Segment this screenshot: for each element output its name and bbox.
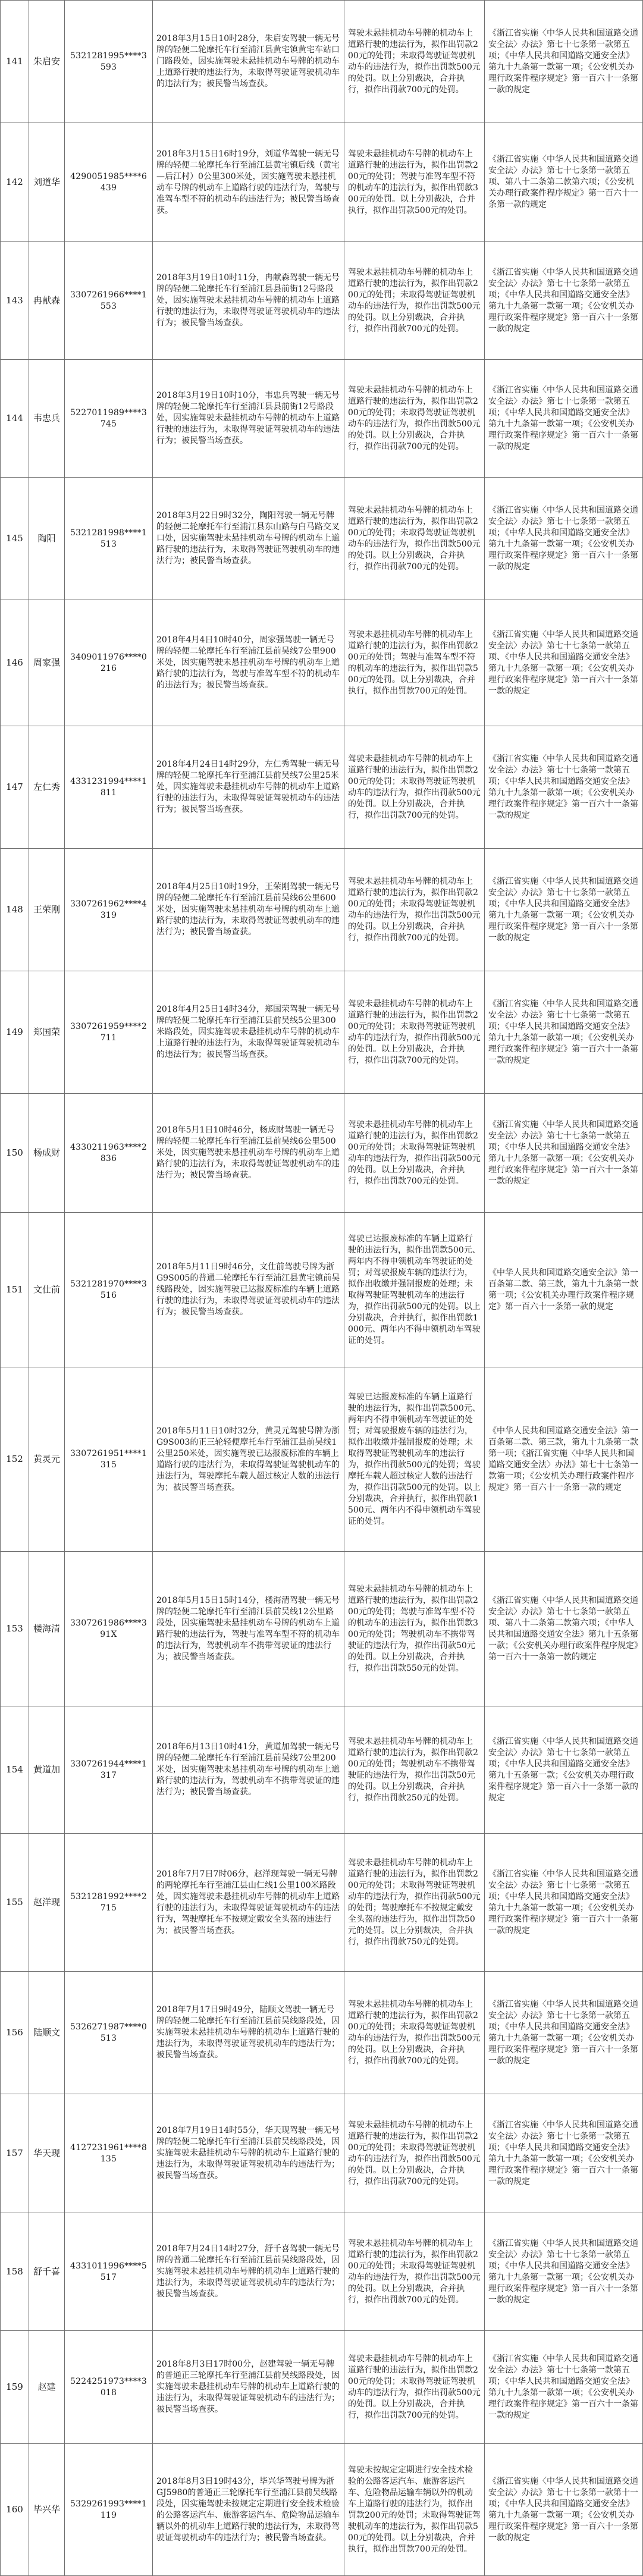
table-row (1, 1094, 643, 1213)
person-name: 韦忠兵 (29, 360, 65, 478)
legal-basis: 《浙江省实施〈中华人民共和国道路交通安全法〉办法》第七十七条第一款第五项；《中华人民共和国道路交通安全法》第九十九条第一款第一项；《公安机关办理行政案件程序规定》第一百六十一条第一款的规定 (485, 1972, 643, 2094)
violation-facts: 2018年5月11日9时46分，文仕前驾驶号牌为浙G9S005的普通二轮摩托车行至浦江县黄宅镇前吴线路段处，因实施驾驶已达报废标准的车辆上道路行驶的违法行为，未取得驾驶证驾驶机动车的违法行为；被民警当场查获。 (153, 1213, 344, 1367)
person-name: 杨成财 (29, 1094, 65, 1213)
penalty-decision: 驾驶未悬挂机动车号牌的机动车上道路行驶的违法行为，拟作出罚款200元的处罚；驾驶与准驾车型不符的机动车的违法行为，拟作出罚款300元的处罚；驾驶机动车不携带驾驶证的违法行为，拟作出罚款50元的处罚。以上分别裁决，合并执行，拟作出罚款550元的处罚。 (344, 1552, 485, 1706)
person-name: 赵建 (29, 2331, 65, 2444)
violation-facts: 2018年3月19日10时10分，韦忠兵驾驶一辆无号牌的轻便二轮摩托车行至浦江县县前街12号路段处，因实施驾驶未悬挂机动车号牌的机动车上道路行驶的违法行为，未取得驾驶证驾驶机动车的违法行为；被民警当场查获。 (153, 360, 344, 478)
penalty-decision: 驾驶已达报废标准的车辆上道路行驶的违法行为，拟作出罚款500元、两年内不得申领机动车驾驶证的处罚；对驾驶报废车辆的违法行为，拟作出收缴并强制报废的处理；未取得驾驶证驾驶机动车的违法行为，拟作出罚款500元的处罚。以上分别裁决，合并执行，拟作出罚款1000元、两年内不得申领机动车驾驶证的处罚。 (344, 1213, 485, 1367)
table-row (1, 242, 643, 360)
person-name: 黄灵元 (29, 1367, 65, 1552)
id-number: 3307261966****1553 (65, 242, 153, 360)
person-name: 朱启安 (29, 1, 65, 123)
table-row (1, 478, 643, 600)
id-number: 5321281998****1513 (65, 478, 153, 600)
row-number: 152 (1, 1367, 29, 1552)
legal-basis: 《浙江省实施〈中华人民共和国道路交通安全法〉办法》第七十七条第一款第五项；《中华人民共和国道路交通安全法》第九十九条第一款第一项；《公安机关办理行政案件程序规定》第一百六十一条第一款的规定 (485, 2331, 643, 2444)
penalty-decision: 驾驶未悬挂机动车号牌的机动车上道路行驶的违法行为，拟作出罚款200元的处罚；未取得驾驶证驾驶机动车的违法行为，拟作出罚款500元的处罚。以上分别裁决，合并执行，拟作出罚款700元的处罚。 (344, 849, 485, 971)
row-number: 141 (1, 1, 29, 123)
violation-facts: 2018年3月22日9时32分，陶阳驾驶一辆无号牌的轻便二轮摩托车行至浦江县东山路与白马路交叉口处，因实施驾驶未悬挂机动车号牌的机动车上道路行驶的违法行为，未取得驾驶证驾驶机动车的违法行为；被民警当场查获。 (153, 478, 344, 600)
legal-basis: 《浙江省实施〈中华人民共和国道路交通安全法〉办法》第七十七条第一款第五项；《中华人民共和国道路交通安全法》第九十五条第一款；《公安机关办理行政案件程序规定》第一百六十一条第一款的规定 (485, 1706, 643, 1834)
row-number: 144 (1, 360, 29, 478)
violation-facts: 2018年3月15日16时19分，刘道华驾驶一辆无号牌的轻便二轮摩托车行至浦江县黄宅镇后线（黄宅—后江村）0公里300米处，因实施驾驶未悬挂机动车号牌的机动车上道路行驶的违法行为，驾驶与准驾车型不符的机动车的违法行为；被民警当场查获。 (153, 123, 344, 242)
violation-facts: 2018年4月25日14时34分，郑国荣驾驶一辆无号牌的轻便二轮摩托车行至浦江县前吴线5公里300米路段处，因实施驾驶未悬挂机动车号牌的机动车上道路行驶的违法行为，未取得驾驶证驾驶机动车的违法行为；被民警当场查获。 (153, 971, 344, 1094)
legal-basis: 《浙江省实施〈中华人民共和国道路交通安全法〉办法》第七十七条第一款第五项；《中华人民共和国道路交通安全法》第九十九条第一款第一项；《公安机关办理行政案件程序规定》第一百六十一条第一款的规定 (485, 2213, 643, 2331)
row-number: 145 (1, 478, 29, 600)
person-name: 左仁秀 (29, 726, 65, 849)
row-number: 159 (1, 2331, 29, 2444)
person-name: 赵洋现 (29, 1834, 65, 1972)
penalty-decision: 驾驶未悬挂机动车号牌的机动车上道路行驶的违法行为，拟作出罚款200元的处罚；未取得驾驶证驾驶机动车的违法行为，拟作出罚款500元的处罚。以上分别裁决，合并执行，拟作出罚款700元的处罚。 (344, 971, 485, 1094)
row-number: 142 (1, 123, 29, 242)
legal-basis: 《浙江省实施〈中华人民共和国道路交通安全法〉办法》第七十七条第一款第五项、第八十二条第二款第六项；《中华人民共和国道路交通安全法》第九十五条第一款；《公安机关办理行政案件程序规定》第一百六十一条第一款的规定 (485, 1552, 643, 1706)
legal-basis: 《浙江省实施〈中华人民共和国道路交通安全法〉办法》第七十七条第一款第五项；《中华人民共和国道路交通安全法》第九十九条第一款第一项；《公安机关办理行政案件程序规定》第一百六十一条第一款的规定 (485, 242, 643, 360)
violation-facts: 2018年7月7日7时06分，赵洋现驾驶一辆无号牌的两轮摩托车行至浦江县山仁线1公里100米路段处，因实施驾驶未悬挂机动车号牌的机动车上道路行驶的违法行为，未取得驾驶证驾驶机动车的违法行为，驾驶摩托车不按规定戴安全头盔的违法行为；被民警当场查获。 (153, 1834, 344, 1972)
id-number: 3307261959****2711 (65, 971, 153, 1094)
id-number: 5321281970****3516 (65, 1213, 153, 1367)
violation-facts: 2018年7月19日14时55分，华天现驾驶一辆无号牌的轻便二轮摩托车行至浦江县前吴线路段处，因实施驾驶未悬挂机动车号牌的机动车上道路行驶的违法行为，未取得驾驶证驾驶机动车的违法行为；被民警当场查获。 (153, 2094, 344, 2213)
table-row (1, 1552, 643, 1706)
penalty-decision: 驾驶未悬挂机动车号牌的机动车上道路行驶的违法行为，拟作出罚款200元的处罚；未取得驾驶证驾驶机动车的违法行为，拟作出罚款500元的处罚。以上分别裁决，合并执行，拟作出罚款700元的处罚。 (344, 478, 485, 600)
legal-basis: 《浙江省实施〈中华人民共和国道路交通安全法〉办法》第七十七条第一款第五项；《中华人民共和国道路交通安全法》第九十九条第一款第一项；《公安机关办理行政案件程序规定》第一百六十一条第一款的规定 (485, 478, 643, 600)
id-number: 3409011976****0216 (65, 600, 153, 726)
penalty-decision: 驾驶未悬挂机动车号牌的机动车上道路行驶的违法行为，拟作出罚款200元的处罚；未取得驾驶证驾驶机动车的违法行为，拟作出罚款500元的处罚。以上分别裁决，合并执行，拟作出罚款700元的处罚。 (344, 726, 485, 849)
violation-facts: 2018年3月19日10时11分，冉献森驾驶一辆无号牌的轻便二轮摩托车行至浦江县县前街12号路段处，因实施驾驶未悬挂机动车号牌的机动车上道路行驶的违法行为，未取得驾驶证驾驶机动车的违法行为；被民警当场查获。 (153, 242, 344, 360)
penalty-decision: 驾驶未悬挂机动车号牌的机动车上道路行驶的违法行为，拟作出罚款200元的处罚；未取得驾驶证驾驶机动车的违法行为，拟作出罚款500元的处罚。以上分别裁决，合并执行，拟作出罚款700元的处罚。 (344, 1972, 485, 2094)
violation-facts: 2018年3月15日10时28分，朱启安驾驶一辆无号牌的轻便二轮摩托车行至浦江县黄宅镇黄宅车站口门路段处，因实施驾驶未悬挂机动车号牌的机动车上道路行驶的违法行为，未取得驾驶证驾驶机动车的违法行为；被民警当场查获。 (153, 1, 344, 123)
id-number: 3307261944****1317 (65, 1706, 153, 1834)
table-row (1, 2331, 643, 2444)
violation-facts: 2018年8月3日19时43分，毕兴华驾驶号牌为浙GJ5980的普通正三轮摩托车行至浦江县前吴线路段处，因实施驾驶未按规定定期进行安全技术检验的公路客运汽车、旅游客运汽车、危险物品运输车辆以外的机动车上道路行驶的违法行为，未取得驾驶证驾驶机动车的违法行为；被民警当场查获。 (153, 2444, 344, 2576)
violation-facts: 2018年5月1日10时46分，杨成财驾驶一辆无号牌的轻便二轮摩托车行至浦江县前吴线6公里500米处，因实施驾驶未悬挂机动车号牌的机动车上道路行驶的违法行为，未取得驾驶证驾驶机动车的违法行为；被民警当场查获。 (153, 1094, 344, 1213)
legal-basis: 《浙江省实施〈中华人民共和国道路交通安全法〉办法》第七十七条第一款第五项；《中华人民共和国道路交通安全法》第九十九条第一款第一项；《公安机关办理行政案件程序规定》第一百六十一条第一款的规定 (485, 2094, 643, 2213)
person-name: 华天现 (29, 2094, 65, 2213)
row-number: 149 (1, 971, 29, 1094)
person-name: 陶阳 (29, 478, 65, 600)
violation-facts: 2018年4月24日14时29分，左仁秀驾驶一辆无号牌的轻便二轮摩托车行至浦江县前吴线7公里25米处，因实施驾驶未悬挂机动车号牌的机动车上道路行驶的违法行为，未取得驾驶证驾驶机动车的违法行为；被民警当场查获。 (153, 726, 344, 849)
legal-basis: 《浙江省实施〈中华人民共和国道路交通安全法〉办法》第七十七条第一款第五项；《中华人民共和国道路交通安全法》第九十九条第一款第一项；《公安机关办理行政案件程序规定》第一百六十一条第一款的规定 (485, 726, 643, 849)
row-number: 154 (1, 1706, 29, 1834)
penalty-table-body (1, 1, 643, 2576)
table-row (1, 1706, 643, 1834)
violation-facts: 2018年8月3日17时00分，赵建驾驶一辆无号牌的普通正三轮摩托车行至浦江县前吴线路段处，因实施驾驶未悬挂机动车号牌的机动车上道路行驶的违法行为，未取得驾驶证驾驶机动车的违法行为；被民警当场查获。 (153, 2331, 344, 2444)
person-name: 黄道加 (29, 1706, 65, 1834)
legal-basis: 《中华人民共和国道路交通安全法》第一百条第二款、第三款，第九十九条第一款第一项；《公安机关办理行政案件程序规定》第一百六十一条第一款的规定 (485, 1213, 643, 1367)
violation-facts: 2018年7月17日9时49分，陆顺文驾驶一辆无号牌的轻便二轮摩托车行至浦江县前吴线路段处，因实施驾驶未悬挂机动车号牌的机动车上道路行驶的违法行为，未取得驾驶证驾驶机动车的违法行为；被民警当场查获。 (153, 1972, 344, 2094)
table-row (1, 2094, 643, 2213)
violation-facts: 2018年4月4日10时40分，周家强驾驶一辆无号牌的轻便二轮摩托车行至浦江县前吴线7公里900米处，因实施驾驶未悬挂机动车号牌的机动车上道路行驶的违法行为，驾驶与准驾车型不符的机动车的违法行为；被民警当场查获。 (153, 600, 344, 726)
table-row (1, 360, 643, 478)
person-name: 王荣刚 (29, 849, 65, 971)
id-number: 4331231994****1811 (65, 726, 153, 849)
table-row (1, 1, 643, 123)
id-number: 4127231961****8135 (65, 2094, 153, 2213)
legal-basis: 《浙江省实施〈中华人民共和国道路交通安全法〉办法》第七十七条第一款第五项；《中华人民共和国道路交通安全法》第九十九条第一款第一项；《公安机关办理行政案件程序规定》第一百六十一条第一款的规定 (485, 1094, 643, 1213)
violation-facts: 2018年5月11日10时32分，黄灵元驾驶号牌为浙G9S003的正三轮轻便摩托车行至浦江县前吴线1公里250米处，因实施驾驶已达报废标准的车辆上道路行驶的违法行为，未取得驾驶证驾驶机动车的违法行为，驾驶摩托车载人超过核定人数的违法行为；被民警当场查获。 (153, 1367, 344, 1552)
penalty-decision: 驾驶未悬挂机动车号牌的机动车上道路行驶的违法行为，拟作出罚款200元的处罚；未取得驾驶证驾驶机动车的违法行为，拟作出罚款500元的处罚。以上分别裁决，合并执行，拟作出罚款700元的处罚。 (344, 2331, 485, 2444)
table-row (1, 123, 643, 242)
id-number: 5329261993****1119 (65, 2444, 153, 2576)
person-name: 周家强 (29, 600, 65, 726)
penalty-decision: 驾驶已达报废标准的车辆上道路行驶的违法行为，拟作出罚款500元、两年内不得申领机动车驾驶证的处罚；对驾驶报废车辆的违法行为，拟作出收缴并强制报废的处理；未取得驾驶证驾驶机动车的违法行为，拟作出罚款500元的处罚；驾驶摩托车载人超过核定人数的违法行为，拟作出罚款500元的处罚。以上分别裁决，合并执行，拟作出罚款1500元、两年内不得申领机动车驾驶证的处罚。 (344, 1367, 485, 1552)
penalty-decision: 驾驶未悬挂机动车号牌的机动车上道路行驶的违法行为，拟作出罚款200元的处罚；未取得驾驶证驾驶机动车的违法行为，拟作出罚款500元的处罚。以上分别裁决，合并执行，拟作出罚款700元的处罚。 (344, 242, 485, 360)
table-row (1, 600, 643, 726)
id-number: 5227011989****3745 (65, 360, 153, 478)
id-number: 3307261986****391X (65, 1552, 153, 1706)
id-number: 5321281995****3593 (65, 1, 153, 123)
row-number: 143 (1, 242, 29, 360)
penalty-decision: 驾驶未悬挂机动车号牌的机动车上道路行驶的违法行为，拟作出罚款200元的处罚；驾驶机动车不携带驾驶证的违法行为，拟作出罚款50元的处罚。以上分别裁决，合并执行，拟作出罚款250元的处罚。 (344, 1706, 485, 1834)
legal-basis: 《浙江省实施〈中华人民共和国道路交通安全法〉办法》第七十七条第一款第五项、第八十二条第二款第六项；《公安机关办理行政案件程序规定》第一百六十一条第一款的规定 (485, 123, 643, 242)
table-row (1, 1972, 643, 2094)
person-name: 文仕前 (29, 1213, 65, 1367)
penalty-decision: 驾驶未悬挂机动车号牌的机动车上道路行驶的违法行为，拟作出罚款200元的处罚；驾驶与准驾车型不符的机动车的违法行为，拟作出罚款500元的处罚。以上分别裁决，合并执行，拟作出罚款700元的处罚。 (344, 600, 485, 726)
penalty-decision: 驾驶未悬挂机动车号牌的机动车上道路行驶的违法行为，拟作出罚款200元的处罚；未取得驾驶证驾驶机动车的违法行为，拟作出罚款500元的处罚。以上分别裁决，合并执行，拟作出罚款700元的处罚。 (344, 360, 485, 478)
row-number: 146 (1, 600, 29, 726)
table-row (1, 849, 643, 971)
row-number: 160 (1, 2444, 29, 2576)
table-row (1, 2444, 643, 2576)
id-number: 3307261951****1315 (65, 1367, 153, 1552)
penalty-decision: 驾驶未悬挂机动车号牌的机动车上道路行驶的违法行为，拟作出罚款200元的处罚；未取得驾驶证驾驶机动车的违法行为，拟作出罚款500元的处罚；驾驶摩托车不按规定戴安全头盔的违法行为，拟作出罚款50元的处罚。以上分别裁决，合并执行，拟作出罚款750元的处罚。 (344, 1834, 485, 1972)
violation-facts: 2018年6月13日10时41分，黄道加驾驶一辆无号牌的轻便二轮摩托车行至浦江县前吴线7公里200米处，因实施驾驶未悬挂机动车号牌的机动车上道路行驶的违法行为，驾驶机动车不携带驾驶证的违法行为；被民警当场查获。 (153, 1706, 344, 1834)
person-name: 舒千喜 (29, 2213, 65, 2331)
legal-basis: 《浙江省实施〈中华人民共和国道路交通安全法〉办法》第七十七条第一款第五项；《中华人民共和国道路交通安全法》第九十九条第一款第一项；《公安机关办理行政案件程序规定》第一百六十一条第一款的规定 (485, 971, 643, 1094)
table-row (1, 971, 643, 1094)
row-number: 153 (1, 1552, 29, 1706)
row-number: 157 (1, 2094, 29, 2213)
person-name: 冉献森 (29, 242, 65, 360)
row-number: 147 (1, 726, 29, 849)
table-row (1, 2213, 643, 2331)
id-number: 4331011996****5517 (65, 2213, 153, 2331)
legal-basis: 《浙江省实施〈中华人民共和国道路交通安全法〉办法》第七十七条第一款第五项；《中华人民共和国道路交通安全法》第九十九条第一款第一项；《公安机关办理行政案件程序规定》第一百六十一条第一款的规定 (485, 1, 643, 123)
person-name: 毕兴华 (29, 2444, 65, 2576)
id-number: 5224251973****3018 (65, 2331, 153, 2444)
penalty-decision: 驾驶未悬挂机动车号牌的机动车上道路行驶的违法行为，拟作出罚款200元的处罚；驾驶与准驾车型不符的机动车的违法行为，拟作出罚款300元的处罚。以上分别裁决，合并执行，拟作出罚款500元的处罚。 (344, 123, 485, 242)
table-row (1, 1213, 643, 1367)
legal-basis: 《中华人民共和国道路交通安全法》第一百条第二款、第三款，第九十九条第一款第一项；《浙江省实施〈中华人民共和国道路交通安全法〉办法》第七十七条第一款第一项；《公安机关办理行政案件程序规定》第一百六十一条第一款的规定 (485, 1367, 643, 1552)
penalty-decision: 驾驶未按规定定期进行安全技术检验的公路客运汽车、旅游客运汽车、危险物品运输车辆以外的机动车上道路行驶的违法行为，拟作出罚款200元的处罚；未取得驾驶证驾驶机动车的违法行为，拟作出罚款500元的处罚。以上分别裁决，合并执行，拟作出罚款700元的处罚。 (344, 2444, 485, 2576)
legal-basis: 《浙江省实施〈中华人民共和国道路交通安全法〉办法》第七十七条第一款第五项；《中华人民共和国道路交通安全法》第九十九条第一款第一项；《公安机关办理行政案件程序规定》第一百六十一条第一款的规定 (485, 360, 643, 478)
id-number: 5321281992****2715 (65, 1834, 153, 1972)
violation-facts: 2018年7月24日14时27分，舒千喜驾驶一辆无号牌的普通二轮摩托车行至浦江县前吴线路段处，因实施驾驶未悬挂机动车号牌的机动车上道路行驶的违法行为，未取得驾驶证驾驶机动车的违法行为；被民警当场查获。 (153, 2213, 344, 2331)
table-row (1, 1367, 643, 1552)
legal-basis: 《浙江省实施〈中华人民共和国道路交通安全法〉办法》第七十七条第一款第十一项；《中华人民共和国道路交通安全法》第九十九条第一款第一项；《公安机关办理行政案件程序规定》第一百六十一条第一款的规定 (485, 2444, 643, 2576)
person-name: 陆顺文 (29, 1972, 65, 2094)
row-number: 155 (1, 1834, 29, 1972)
penalty-decision: 驾驶未悬挂机动车号牌的机动车上道路行驶的违法行为，拟作出罚款200元的处罚；未取得驾驶证驾驶机动车的违法行为，拟作出罚款500元的处罚。以上分别裁决，合并执行，拟作出罚款700元的处罚。 (344, 2213, 485, 2331)
violation-facts: 2018年5月15日15时14分，楼海清驾驶一辆无号牌的轻便二轮摩托车行至浦江县前吴线12公里路段处，因实施驾驶未悬挂机动车号牌的机动车上道路行驶的违法行为，驾驶与准驾车型不符的机动车的违法行为，驾驶机动车不携带驾驶证的违法行为；被民警当场查获。 (153, 1552, 344, 1706)
person-name: 刘道华 (29, 123, 65, 242)
penalty-decision: 驾驶未悬挂机动车号牌的机动车上道路行驶的违法行为，拟作出罚款200元的处罚；未取得驾驶证驾驶机动车的违法行为，拟作出罚款500元的处罚。以上分别裁决，合并执行，拟作出罚款700元的处罚。 (344, 1, 485, 123)
legal-basis: 《浙江省实施〈中华人民共和国道路交通安全法〉办法》第七十七条第一款第五项；《中华人民共和国道路交通安全法》第九十九条第一款第一项；《公安机关办理行政案件程序规定》第一百六十一条第一款的规定 (485, 849, 643, 971)
violation-facts: 2018年4月25日10时19分，王荣刚驾驶一辆无号牌的轻便二轮摩托车行至浦江县前吴线6公里600米处，因实施驾驶未悬挂机动车号牌的机动车上道路行驶的违法行为，未取得驾驶证驾驶机动车的违法行为；被民警当场查获。 (153, 849, 344, 971)
penalty-decision: 驾驶未悬挂机动车号牌的机动车上道路行驶的违法行为，拟作出罚款200元的处罚；未取得驾驶证驾驶机动车的违法行为，拟作出罚款500元的处罚。以上分别裁决，合并执行，拟作出罚款700元的处罚。 (344, 1094, 485, 1213)
table-row (1, 1834, 643, 1972)
id-number: 3307261962****4319 (65, 849, 153, 971)
person-name: 郑国荣 (29, 971, 65, 1094)
person-name: 楼海清 (29, 1552, 65, 1706)
legal-basis: 《浙江省实施〈中华人民共和国道路交通安全法〉办法》第七十七条第一款第五项；《中华人民共和国道路交通安全法》第九十九条第一款第一项；《公安机关办理行政案件程序规定》第一百六十一条第一款的规定 (485, 1834, 643, 1972)
row-number: 158 (1, 2213, 29, 2331)
row-number: 148 (1, 849, 29, 971)
row-number: 151 (1, 1213, 29, 1367)
table-row (1, 726, 643, 849)
row-number: 156 (1, 1972, 29, 2094)
penalty-decision: 驾驶未悬挂机动车号牌的机动车上道路行驶的违法行为，拟作出罚款200元的处罚；未取得驾驶证驾驶机动车的违法行为，拟作出罚款500元的处罚。以上分别裁决，合并执行，拟作出罚款700元的处罚。 (344, 2094, 485, 2213)
legal-basis: 《浙江省实施〈中华人民共和国道路交通安全法〉办法》第七十七条第一款第五项、《中华人民共和国道路交通安全法》第九十九条第一款第一项；《公安机关办理行政案件程序规定》第一百六十一条第一款的规定 (485, 600, 643, 726)
id-number: 4290051985****6439 (65, 123, 153, 242)
id-number: 5326271987****0513 (65, 1972, 153, 2094)
row-number: 150 (1, 1094, 29, 1213)
id-number: 4330211963****2836 (65, 1094, 153, 1213)
